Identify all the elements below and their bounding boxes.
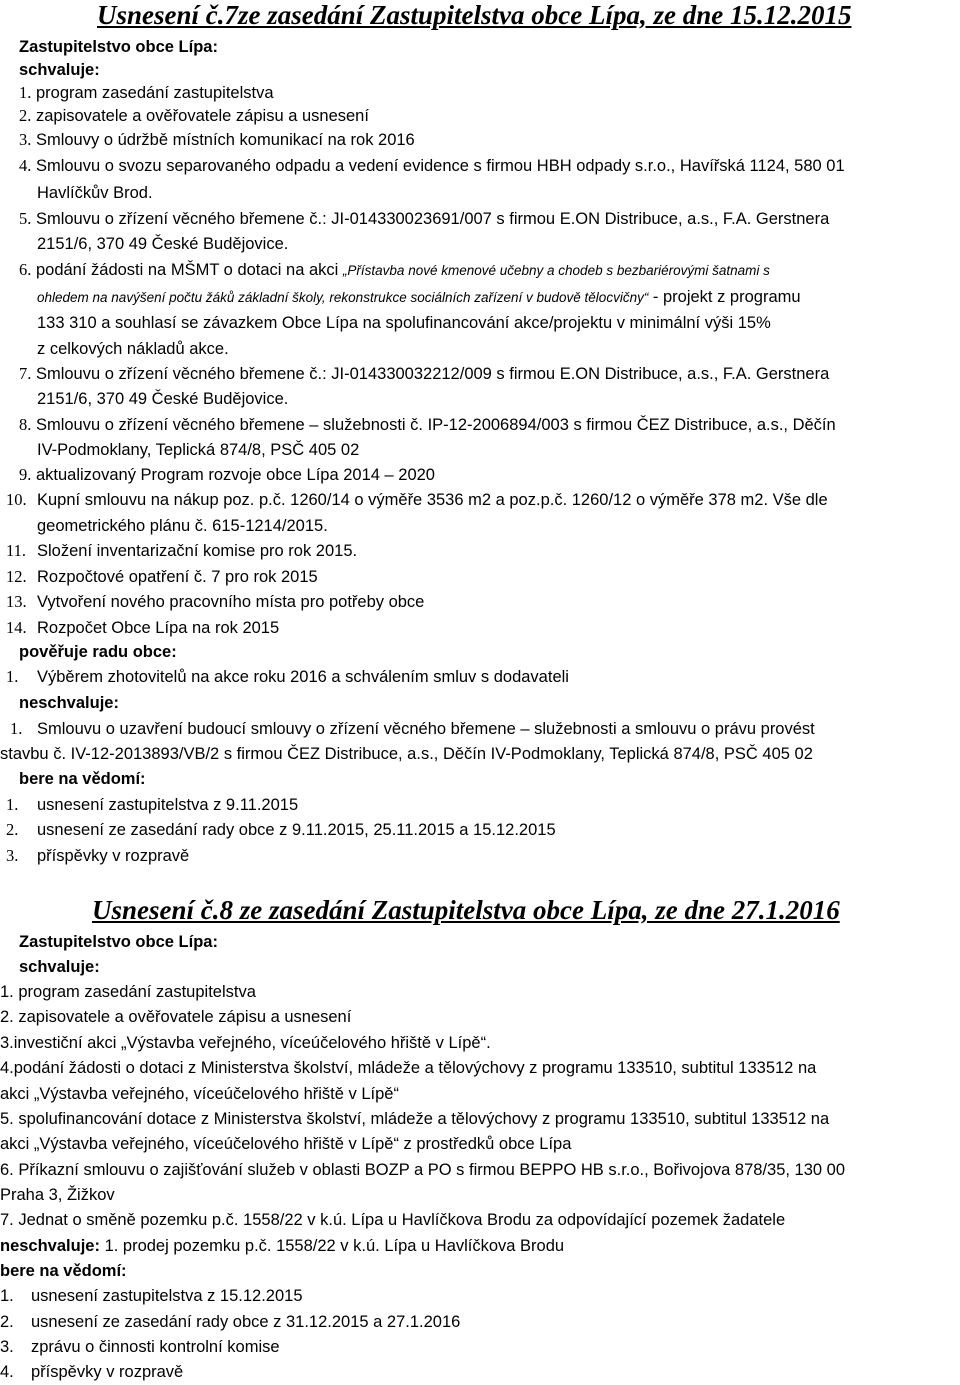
- rejects-line: neschvaluje: 1. prodej pozemku p.č. 1558/22 v k.ú. Lípa u Havlíčkova Brodu: [0, 1237, 565, 1255]
- list-item-cont: Praha 3, Žižkov: [0, 1186, 115, 1204]
- rejects-heading: neschvaluje:: [19, 694, 119, 712]
- list-item: 4. příspěvky v rozpravě: [0, 1363, 184, 1381]
- list-item: 2. zapisovatele a ověřovatele zápisu a usnesení: [19, 106, 369, 125]
- approves-heading: schvaluje:: [19, 958, 100, 976]
- list-item-cont: Havlíčkův Brod.: [37, 184, 153, 202]
- list-item: 9. aktualizovaný Program rozvoje obce Lípa 2014 – 2020: [19, 465, 435, 484]
- list-item-cont: IV-Podmoklany, Teplická 874/8, PSČ 405 02: [37, 441, 360, 459]
- list-item: 4.podání žádosti o dotaci z Ministerstva školství, mládeže a tělovýchovy z programu 133510, subtitul 133512 na: [0, 1059, 817, 1077]
- list-item-cont: 2151/6, 370 49 České Budějovice.: [37, 235, 289, 253]
- list-item: 6. podání žádosti na MŠMT o dotaci na akci „Přístavba nové kmenové učebny a chodeb s bezbariérovými šatnami s: [19, 260, 770, 279]
- authorizes-heading: pověřuje radu obce:: [19, 643, 177, 661]
- list-item-cont: ohledem na navýšení počtu žáků základní školy, rekonstrukce sociálních zařízení v budově tělocvičny“ - projekt z programu: [37, 288, 801, 306]
- list-item: 1. program zasedání zastupitelstva: [19, 83, 274, 102]
- list-item: 13. Vytvoření nového pracovního místa pro potřeby obce: [6, 592, 425, 611]
- approves-heading: schvaluje:: [19, 61, 100, 79]
- list-item: 6. Příkazní smlouvu o zajišťování služeb v oblasti BOZP a PO s firmou BEPPO HB s.r.o., Bořivojova 878/35, 130 00: [0, 1161, 846, 1179]
- council-heading: Zastupitelstvo obce Lípa:: [19, 38, 218, 56]
- list-item-cont: geometrického plánu č. 615-1214/2015.: [37, 517, 328, 535]
- resolution-7-title: Usnesení č.7ze zasedání Zastupitelstva obce Lípa, ze dne 15.12.2015: [97, 0, 852, 30]
- list-item-cont: akci „Výstavba veřejného, víceúčelového hřiště v Lípě“: [0, 1085, 399, 1103]
- list-item: 14. Rozpočet Obce Lípa na rok 2015: [6, 618, 280, 637]
- list-item: 11. Složení inventarizační komise pro rok 2015.: [6, 541, 358, 560]
- list-item: 5. Smlouvu o zřízení věcného břemene č.: JI-014330023691/007 s firmou E.ON Distribuce, a.s., F.A. Gerstnera: [19, 209, 830, 228]
- list-item: 1. usnesení zastupitelstva z 15.12.2015: [0, 1287, 303, 1305]
- list-item: 3. Smlouvy o údržbě místních komunikací na rok 2016: [19, 130, 415, 149]
- list-item: 2. zapisovatele a ověřovatele zápisu a usnesení: [0, 1008, 352, 1026]
- list-item: 8. Smlouvu o zřízení věcného břemene – služebnosti č. IP-12-2006894/003 s firmou ČEZ Distribuce, a.s., Děčín: [19, 415, 836, 434]
- list-item-cont: stavbu č. IV-12-2013893/VB/2 s firmou ČEZ Distribuce, a.s., Děčín IV-Podmoklany, Teplická 874/8, PSČ 405 02: [0, 745, 813, 763]
- acknowledges-heading: bere na vědomí:: [19, 770, 146, 788]
- list-item: 3. příspěvky v rozpravě: [6, 846, 190, 865]
- list-item: 1. usnesení zastupitelstva z 9.11.2015: [6, 795, 299, 814]
- list-item: 2. usnesení ze zasedání rady obce z 31.12.2015 a 27.1.2016: [0, 1313, 461, 1331]
- list-item: 3.investiční akci „Výstavba veřejného, víceúčelového hřiště v Lípě“.: [0, 1034, 491, 1052]
- list-item: 1. Výběrem zhotovitelů na akce roku 2016 a schválením smluv s dodavateli: [6, 667, 569, 686]
- list-item: 1. program zasedání zastupitelstva: [0, 983, 256, 1001]
- list-item: 12. Rozpočtové opatření č. 7 pro rok 2015: [6, 567, 318, 586]
- list-item: 7. Smlouvu o zřízení věcného břemene č.: JI-014330032212/009 s firmou E.ON Distribuce, a.s., F.A. Gerstnera: [19, 364, 830, 383]
- list-item: 10. Kupní smlouvu na nákup poz. p.č. 1260/14 o výměře 3536 m2 a poz.p.č. 1260/12 o výměře 378 m2. Vše dle: [6, 490, 828, 509]
- list-item: 7. Jednat o směně pozemku p.č. 1558/22 v k.ú. Lípa u Havlíčkova Brodu za odpovídající pozemek žadatele: [0, 1211, 786, 1229]
- list-item-cont: z celkových nákladů akce.: [37, 340, 229, 358]
- list-item: 1. Smlouvu o uzavření budoucí smlouvy o zřízení věcného břemene – služebnosti a smlouvu o právu provést: [10, 719, 815, 738]
- list-item-cont: 2151/6, 370 49 České Budějovice.: [37, 390, 289, 408]
- resolution-8-title: Usnesení č.8 ze zasedání Zastupitelstva obce Lípa, ze dne 27.1.2016: [92, 895, 840, 925]
- list-item: 5. spolufinancování dotace z Ministerstva školství, mládeže a tělovýchovy z programu 133510, subtitul 133512 na: [0, 1110, 830, 1128]
- list-item-cont: akci „Výstavba veřejného, víceúčelového hřiště v Lípě“ z prostředků obce Lípa: [0, 1135, 572, 1153]
- council-heading: Zastupitelstvo obce Lípa:: [19, 933, 218, 951]
- list-item: 4. Smlouvu o svozu separovaného odpadu a vedení evidence s firmou HBH odpady s.r.o., Havířská 1124, 580 01: [19, 156, 845, 175]
- list-item-cont: 133 310 a souhlasí se závazkem Obce Lípa na spolufinancování akce/projektu v minimální výši 15%: [37, 314, 771, 332]
- acknowledges-heading: bere na vědomí:: [0, 1262, 127, 1280]
- list-item: 3. zprávu o činnosti kontrolní komise: [0, 1338, 280, 1356]
- list-item: 2. usnesení ze zasedání rady obce z 9.11.2015, 25.11.2015 a 15.12.2015: [6, 820, 556, 839]
